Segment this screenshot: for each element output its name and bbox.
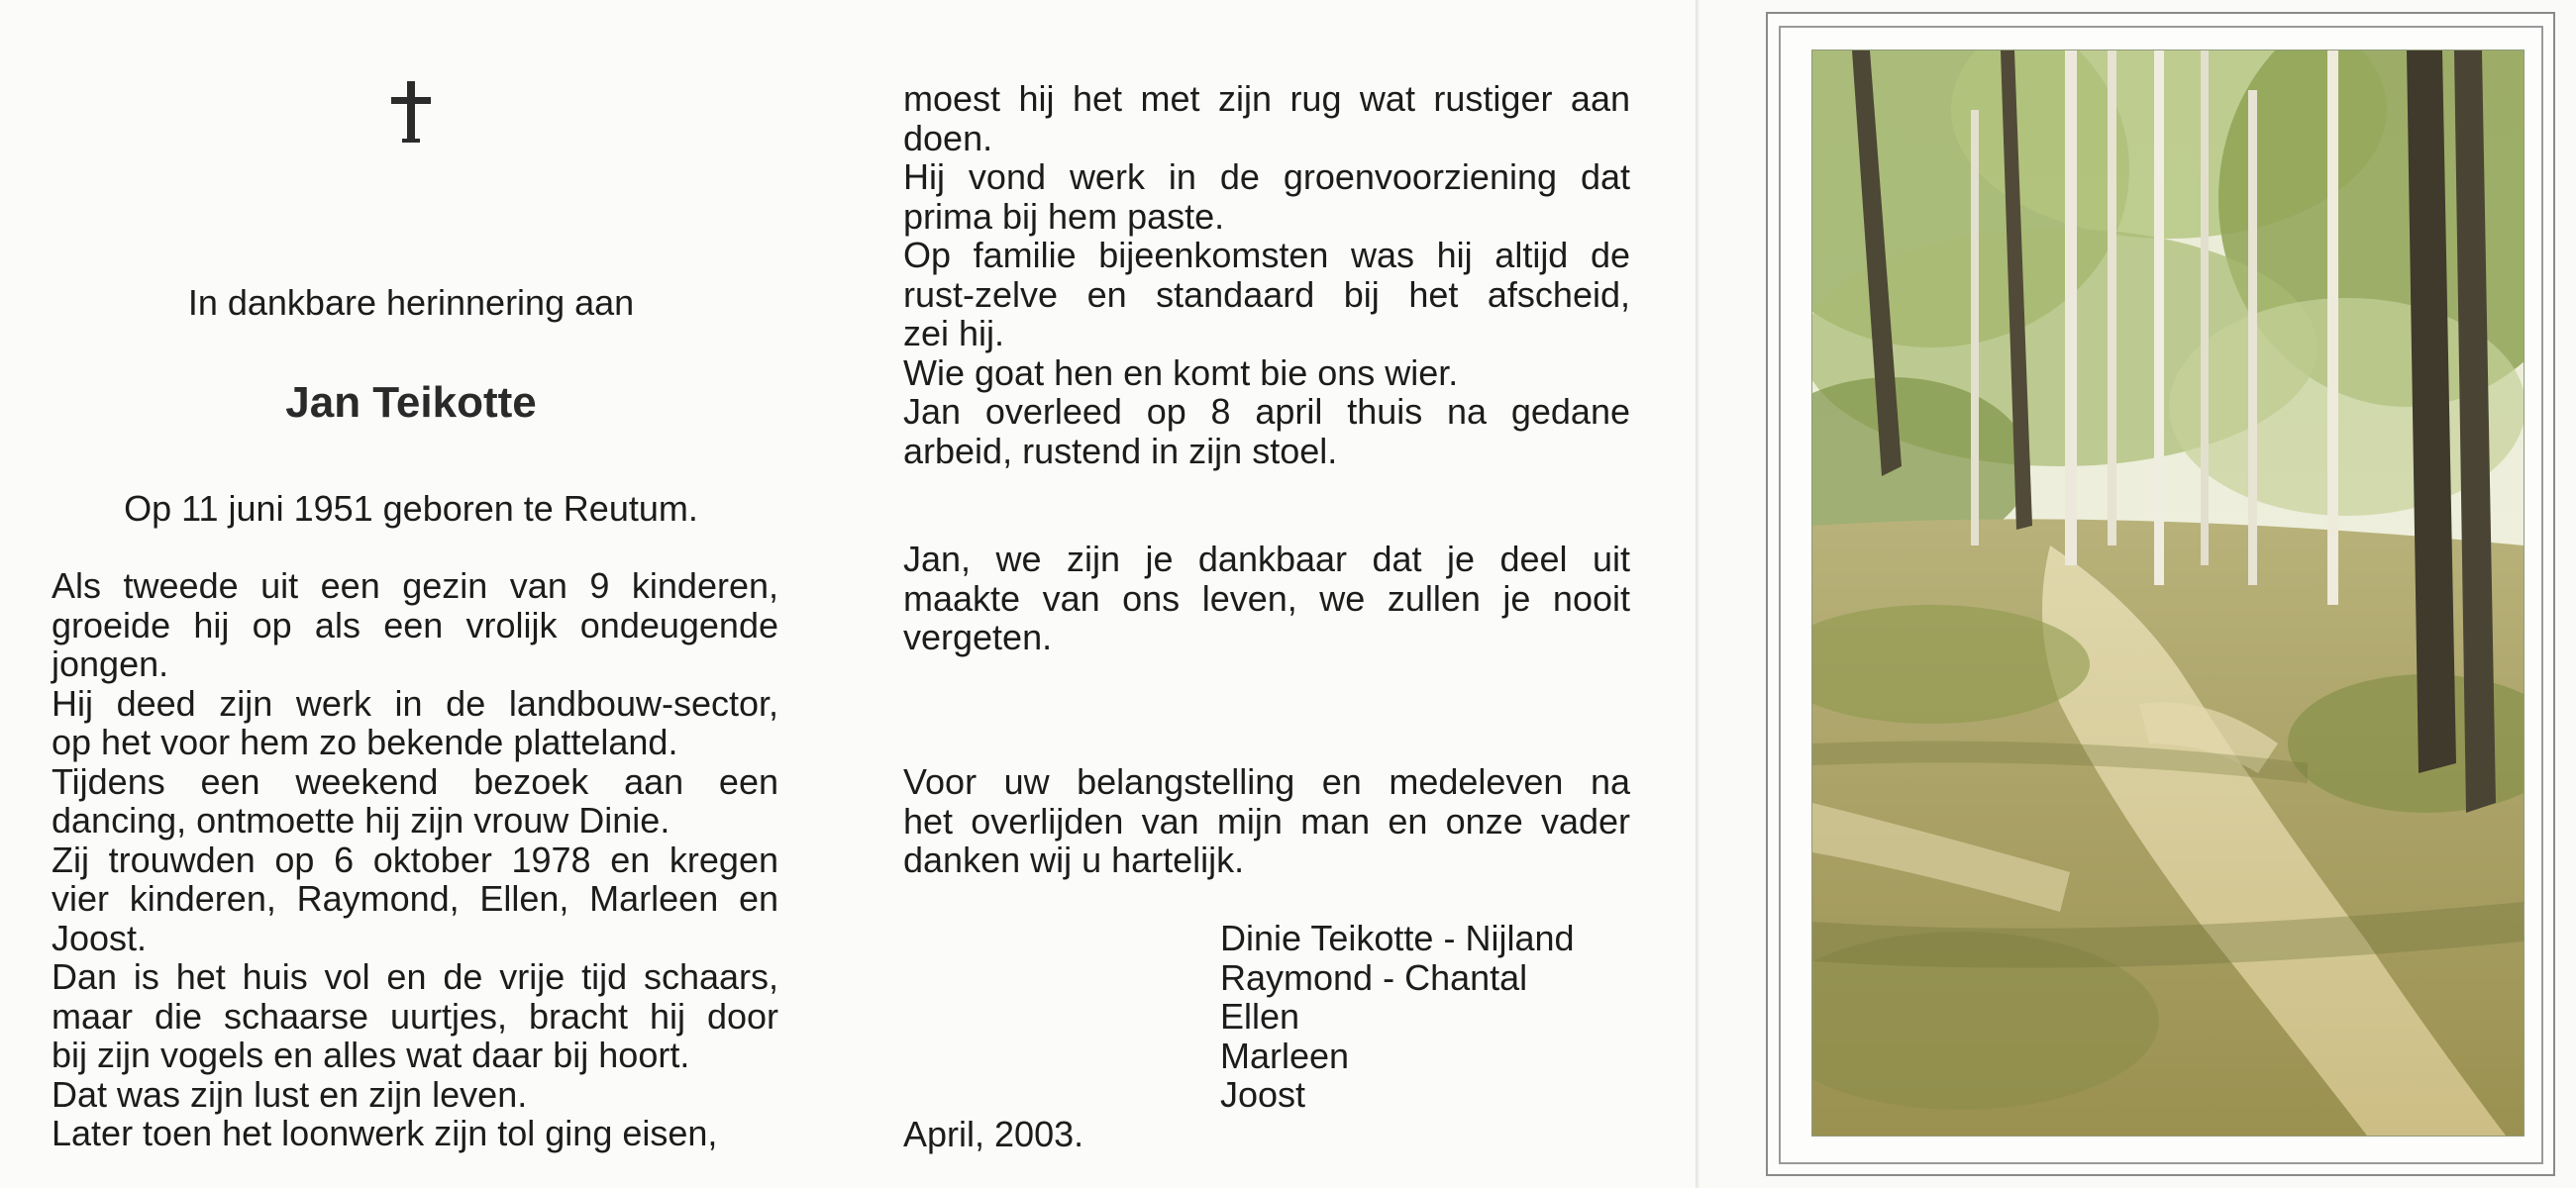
text-line: bij zijn vogels en alles wat daar bij hoort. [52, 1035, 690, 1075]
text-line: Jan, we zijn je dankbaar dat je deel uit [903, 539, 1630, 579]
text-line: Joost. [52, 917, 148, 958]
text-line: jongen. [52, 644, 169, 684]
text-line: het overlijden van mijn man en onze vader [903, 800, 1630, 842]
text-line: maakte van ons leven, we zullen je nooit [903, 577, 1630, 619]
farewell-paragraph [903, 540, 1630, 657]
text-line: Hij deed zijn werk in de landbouw-sector, [52, 682, 778, 724]
text-line: doen. [903, 117, 993, 158]
text-line: Zij trouwden op 6 oktober 1978 en kregen [52, 839, 778, 880]
thanks-paragraph [903, 762, 1630, 880]
life-story-left-column [52, 566, 778, 1153]
signer-name: Raymond - Chantal [1220, 956, 1528, 998]
text-line: vergeten. [903, 617, 1053, 657]
life-story-right-column [903, 79, 1630, 470]
signer-name: Dinie Teikotte - Nijland [1220, 918, 1575, 958]
text-line: Wie goat hen en komt bie ons wier. [903, 351, 1459, 393]
text-line: danken wij u hartelijk. [903, 840, 1245, 880]
signer-name: Joost [1220, 1074, 1306, 1115]
text-line: Als tweede uit een gezin van 9 kinderen, [52, 565, 778, 606]
text-line: moest hij het met zijn rug wat rustiger aan [903, 78, 1630, 119]
signer-name: Marleen [1220, 1035, 1350, 1076]
text-line: Later toen het loonwerk zijn tol ging eisen, [52, 1113, 718, 1153]
text-line: arbeid, rustend in zijn stoel. [903, 430, 1338, 471]
text-line: rust-zelve en standaard bij het afscheid, [903, 273, 1630, 315]
text-line: vier kinderen, Raymond, Ellen, Marleen en [52, 878, 778, 919]
text-line: Op familie bijeenkomsten was hij altijd de [903, 235, 1630, 275]
text-line: groeide hij op als een vrolijk ondeugende [52, 604, 778, 645]
signers-list [1220, 919, 1575, 1115]
forest-illustration [1812, 50, 2524, 1136]
text-line: Voor uw belangstelling en medeleven na [903, 761, 1630, 802]
text-line: maar die schaarse uurtjes, bracht hij door [52, 995, 778, 1037]
intro-line: In dankbare herinnering aan [187, 282, 635, 323]
text-line: Jan overleed op 8 april thuis na gedane [903, 391, 1630, 432]
text-line: dancing, ontmoette hij zijn vrouw Dinie. [52, 800, 670, 841]
text-line: Dat was zijn lust en zijn leven. [52, 1073, 528, 1115]
text-line: prima bij hem paste. [903, 195, 1225, 237]
birch-forest-path-photo [1811, 50, 2524, 1137]
text-line: Hij vond werk in de groenvoorziening dat [903, 156, 1630, 197]
birth-line: Op 11 juni 1951 geboren te Reutum. [124, 488, 698, 529]
text-line: op het voor hem zo bekende platteland. [52, 722, 678, 762]
deceased-name: Jan Teikotte [285, 378, 537, 427]
text-line: Tijdens een weekend bezoek aan een [52, 760, 778, 802]
latin-cross-icon [381, 77, 441, 147]
text-line: zei hij. [903, 313, 1005, 353]
card-date: April, 2003. [903, 1114, 1084, 1154]
text-line: Dan is het huis vol en de vrije tijd schaars, [52, 956, 778, 997]
signer-name: Ellen [1220, 996, 1300, 1037]
